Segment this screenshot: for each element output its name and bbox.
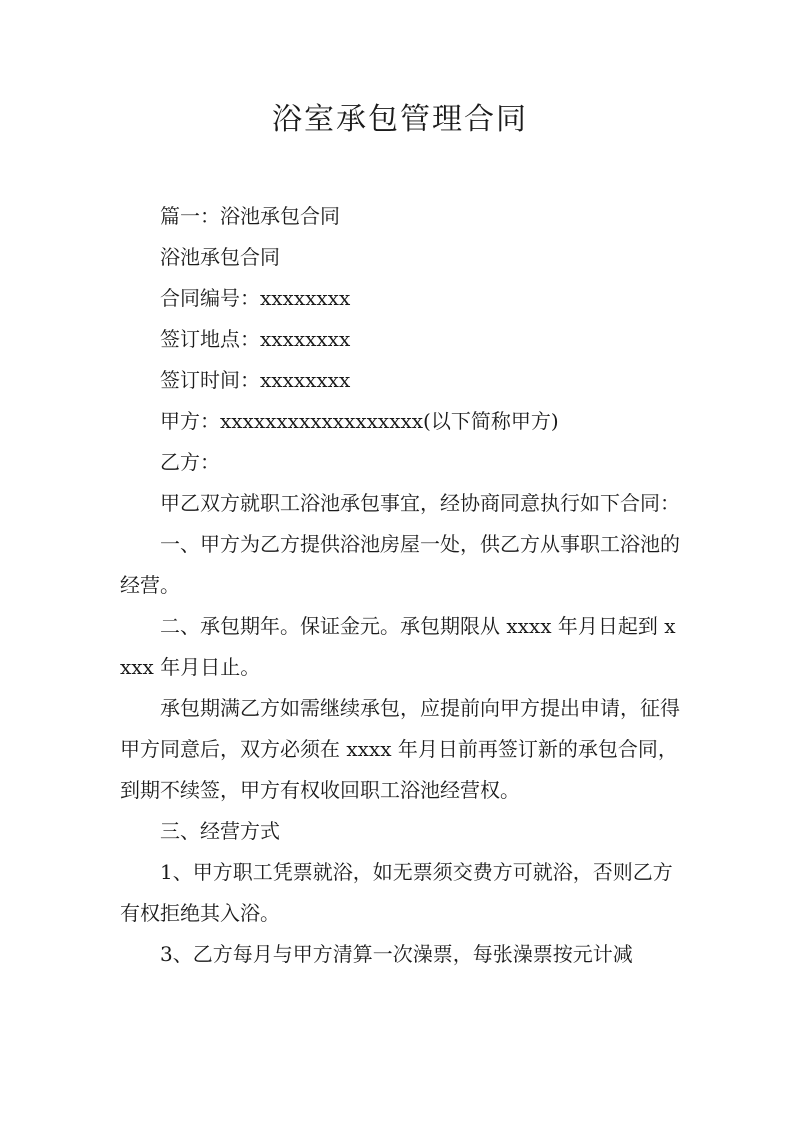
party-a: 甲方：xxxxxxxxxxxxxxxxxx(以下简称甲方) <box>160 409 559 433</box>
party-b: 乙方： <box>160 450 220 474</box>
clause-three-item-1: 1、甲方职工凭票就浴，如无票须交费方可就浴，否则乙方有权拒绝其入浴。 <box>120 860 673 925</box>
preamble-paragraph: 甲乙双方就职工浴池承包事宜，经协商同意执行如下合同： <box>160 491 680 515</box>
contract-number: 合同编号：xxxxxxxx <box>160 286 351 310</box>
signing-time: 签订时间：xxxxxxxx <box>160 368 351 392</box>
clause-three-item-3: 3、乙方每月与甲方清算一次澡票，每张澡票按元计减 <box>160 942 633 966</box>
clause-two: 二、承包期年。保证金元。承包期限从 xxxx 年月日起到 xxxx 年月日止。 <box>120 614 676 679</box>
contract-name: 浴池承包合同 <box>160 245 280 269</box>
section-heading: 篇一：浴池承包合同 <box>160 204 340 228</box>
renewal-paragraph: 承包期满乙方如需继续承包，应提前向甲方提出申请，征得甲方同意后，双方必须在 xxxx 年月日前再签订新的承包合同，到期不续签，甲方有权收回职工浴池经营权。 <box>120 696 680 802</box>
document-title: 浴室承包管理合同 <box>272 102 528 137</box>
document-body <box>120 196 686 975</box>
signing-place: 签订地点：xxxxxxxx <box>160 327 351 351</box>
clause-three-heading: 三、经营方式 <box>160 819 280 843</box>
clause-one: 一、甲方为乙方提供浴池房屋一处，供乙方从事职工浴池的经营。 <box>120 532 680 597</box>
